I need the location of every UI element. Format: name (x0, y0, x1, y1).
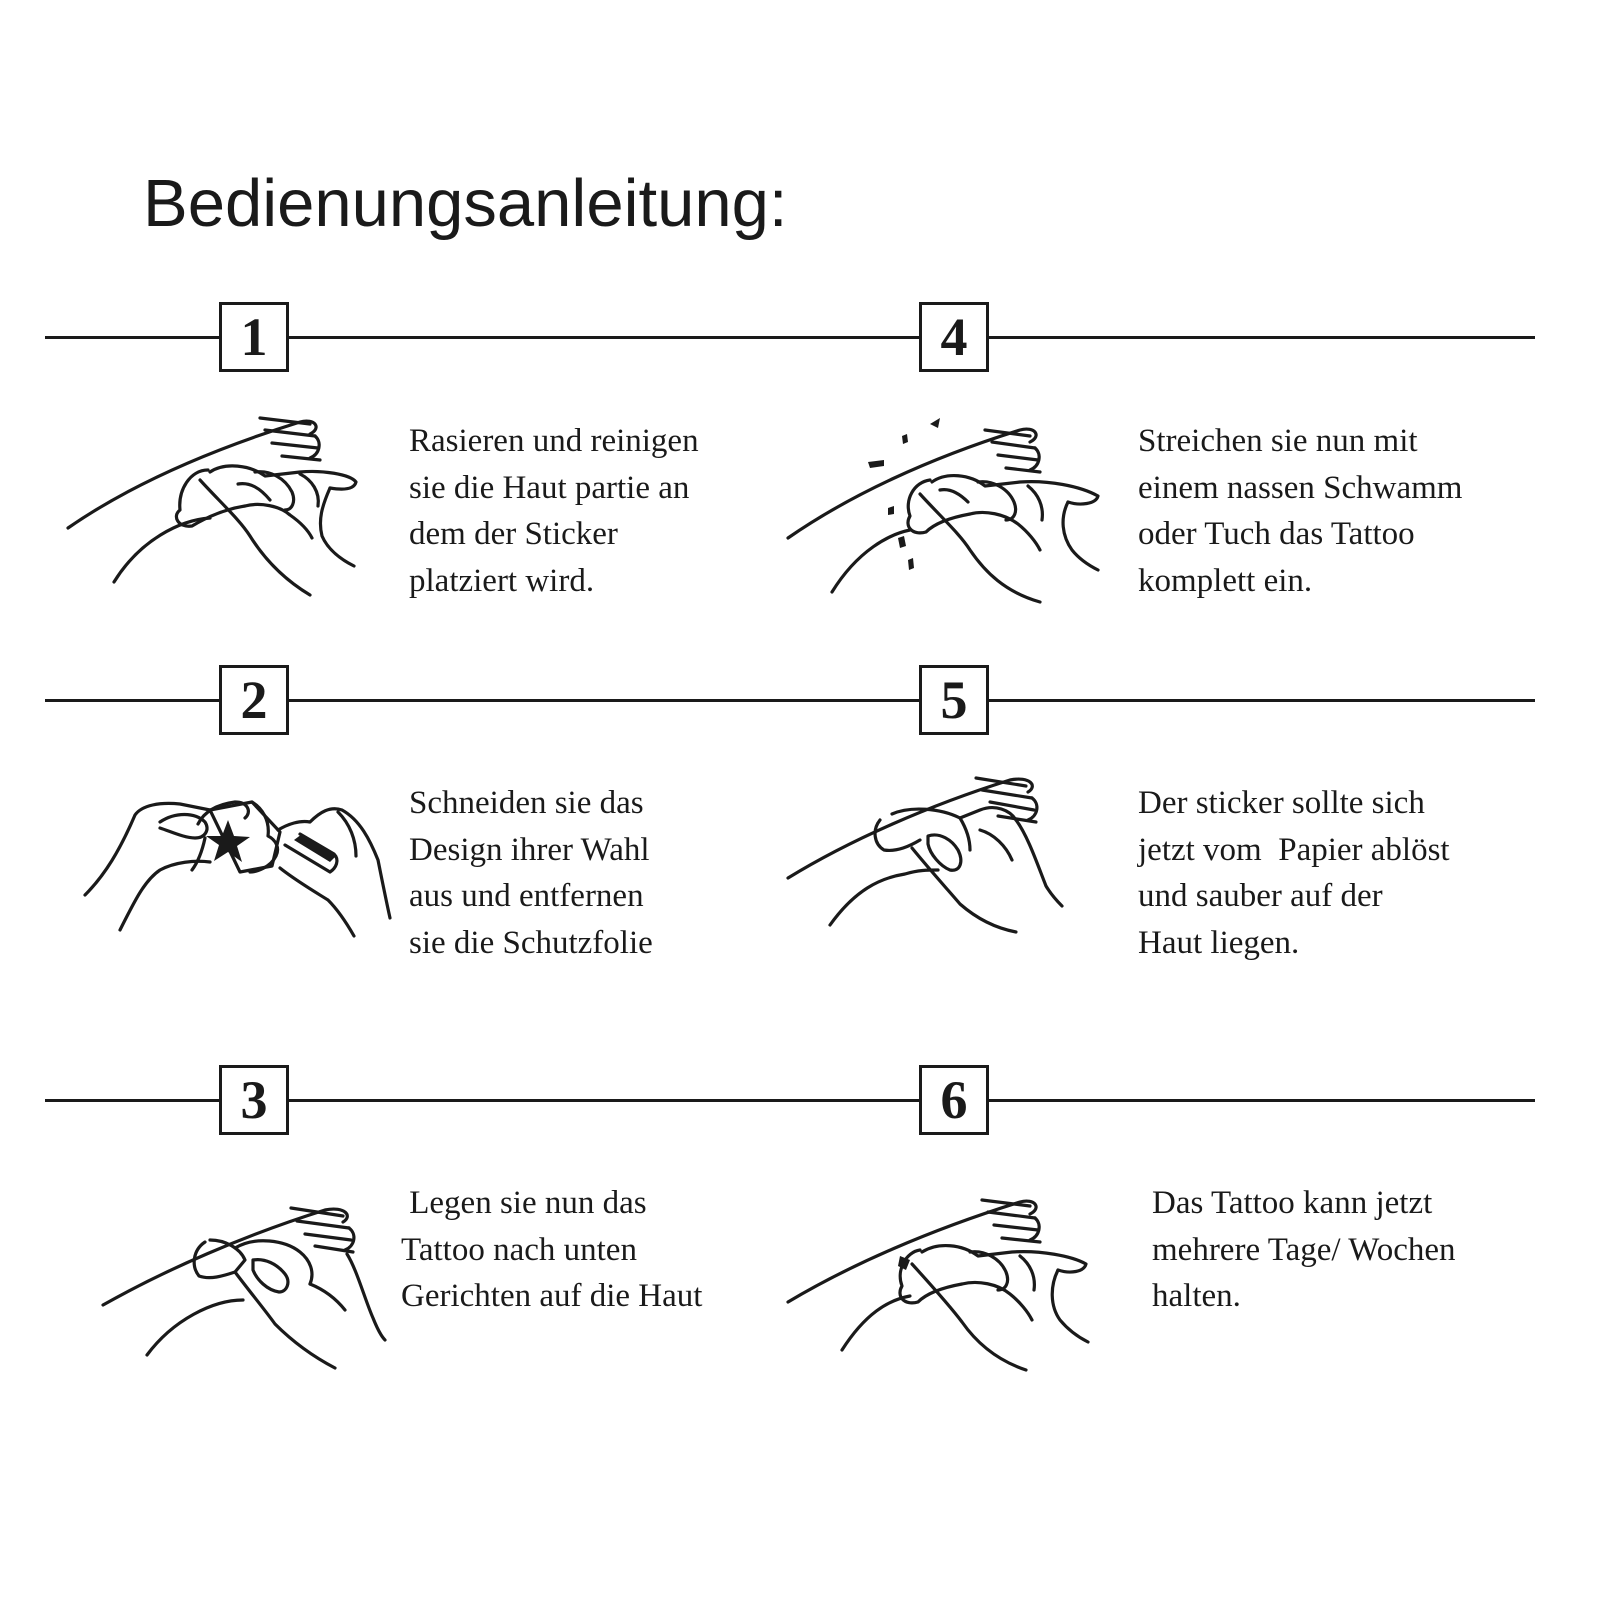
step-number-1: 1 (219, 302, 289, 372)
hand-placing-tattoo-icon (95, 1200, 395, 1375)
hand-removing-paper-icon (780, 770, 1080, 940)
step-number-2: 2 (219, 665, 289, 735)
step-text-2: Schneiden sie das Design ihrer Wahl aus und entfernen sie die Schutzfolie (409, 785, 653, 961)
step-text-5: Der sticker sollte sich jetzt vom Papier ablöst und sauber auf der Haut liegen. (1138, 785, 1450, 961)
step-text-6: Das Tattoo kann jetzt mehrere Tage/ Wochen halten. (1152, 1185, 1456, 1314)
hands-cleaning-skin-icon (60, 410, 370, 610)
step-text-1: Rasieren und reinigen sie die Haut partie an dem der Sticker platziert wird. (409, 423, 699, 599)
step-number-4: 4 (919, 302, 989, 372)
hands-peeling-film-icon (80, 790, 400, 950)
step-number-6: 6 (919, 1065, 989, 1135)
page-title: Bedienungsanleitung: (143, 166, 788, 241)
step-text-4: Streichen sie nun mit einem nassen Schwamm oder Tuch das Tattoo komplett ein. (1138, 423, 1463, 599)
step-number-3: 3 (219, 1065, 289, 1135)
step-text-3: Legen sie nun das Tattoo nach unten Gerichten auf die Haut (401, 1185, 703, 1314)
step-number-5: 5 (919, 665, 989, 735)
hand-finished-tattoo-icon (780, 1190, 1100, 1380)
hand-wetting-tattoo-icon (780, 410, 1110, 610)
